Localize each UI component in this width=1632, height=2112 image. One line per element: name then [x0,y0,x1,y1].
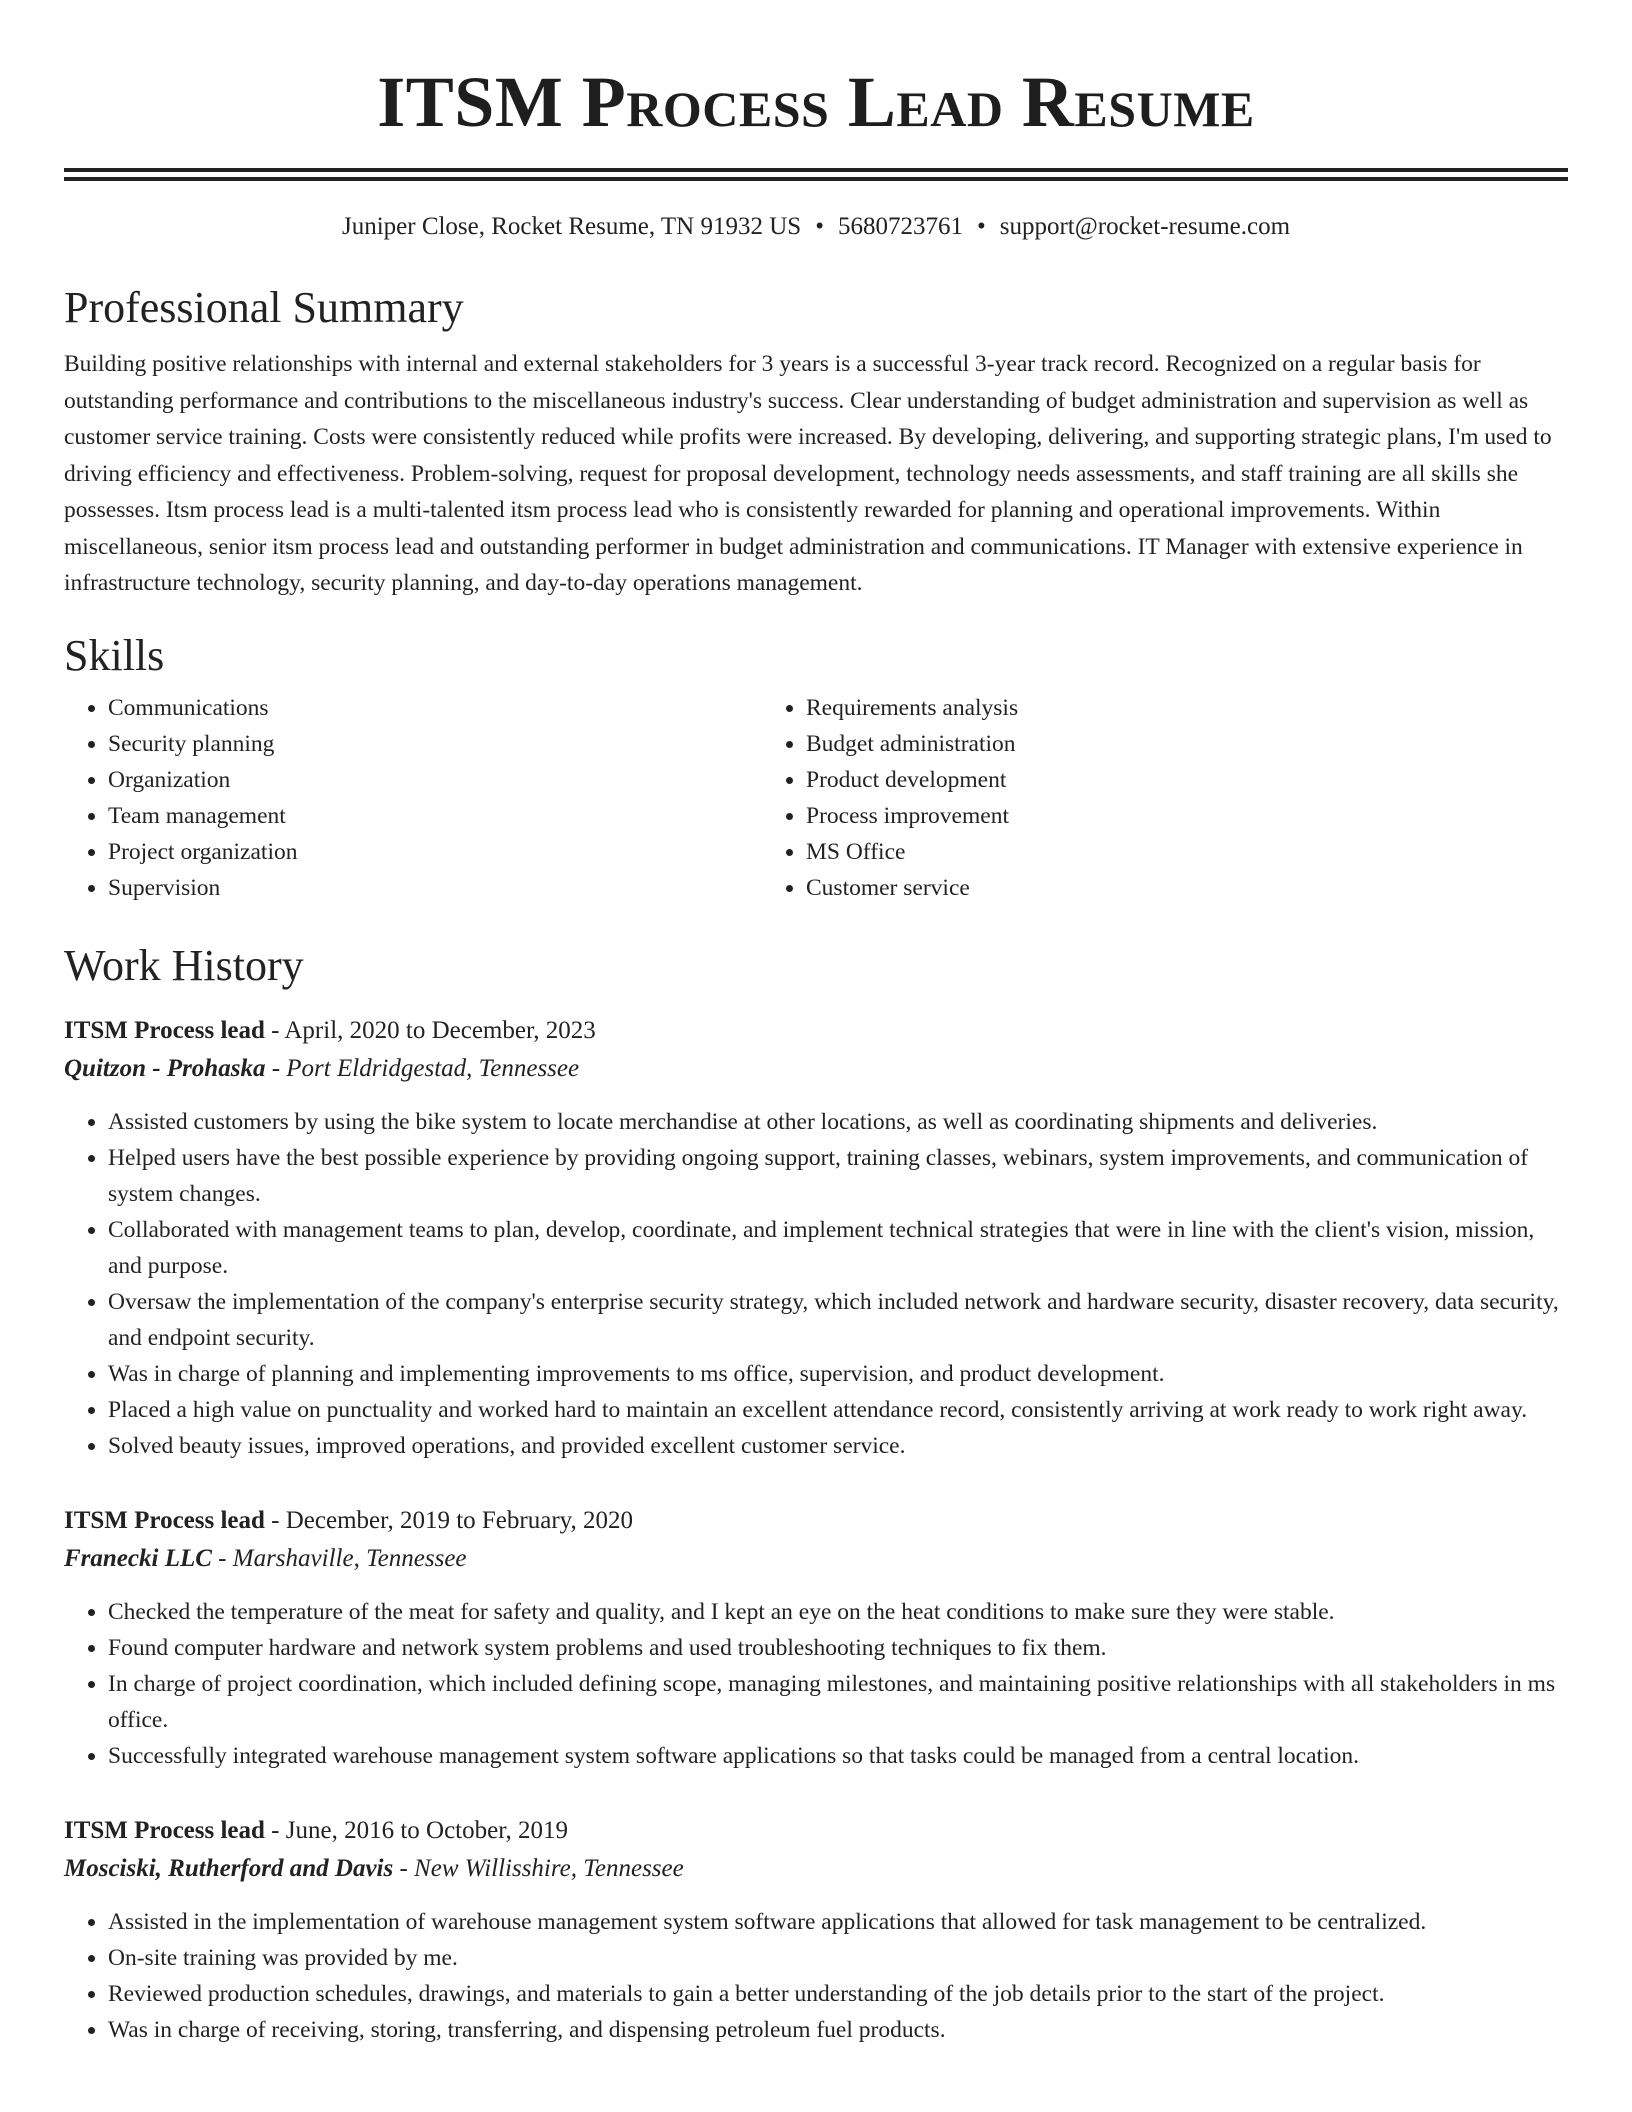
company-location: New Willisshire, Tennessee [414,1854,684,1882]
skill-item: • Security planning [108,726,762,762]
contact-separator: • [976,213,986,240]
duty-item: • Oversaw the implementation of the company's enterprise security strategy, which included network and hardware security, disaster recovery, data security, and endpoint security. [108,1284,1568,1356]
job-entry [64,1812,1568,2048]
skill-item: • Requirements analysis [806,690,1018,726]
company-line: Franecki LLC - Marshaville, Tennessee [64,1544,467,1572]
contact-address: Juniper Close, Rocket Resume, TN 91932 US [341,213,802,240]
resume-title: ITSM Process Lead Resume [377,62,1255,142]
skills-list-right [762,690,1018,906]
duty-item: • Collaborated with management teams to plan, develop, coordinate, and implement technical strategies that were in line with the client's vision, mission, and purpose. [108,1212,1568,1284]
duty-item: • Was in charge of planning and implementing improvements to ms office, supervision, and product development. [108,1356,1568,1392]
title-double-rule [64,168,1568,172]
duty-list [64,1104,1568,1464]
duty-item: • In charge of project coordination, which included defining scope, managing milestones, and maintaining positive relationships with all stakeholders in ms office. [108,1666,1568,1738]
work-history-heading: Work History [64,940,304,990]
duty-item: • Was in charge of receiving, storing, transferring, and dispensing petroleum fuel products. [108,2012,1568,2048]
duty-list [64,1904,1568,2048]
skills-list-left [64,690,762,906]
contact-separator: • [815,213,824,240]
skills-columns [64,690,1568,906]
job-entry [64,1502,1568,1774]
skill-item: • Customer service [806,870,1018,906]
skill-item: • Project organization [108,834,762,870]
duty-item: • Found computer hardware and network system problems and used troubleshooting techniques to fix them. [108,1630,1568,1666]
duty-item: • On-site training was provided by me. [108,1940,1568,1976]
job-title: ITSM Process lead [64,1816,265,1844]
skill-item: • MS Office [806,834,1018,870]
company-line: Mosciski, Rutherford and Davis - New Willisshire, Tennessee [64,1854,684,1882]
job-title-line: ITSM Process lead - December, 2019 to February, 2020 [64,1506,634,1534]
skill-item: • Budget administration [806,726,1018,762]
duty-list [64,1594,1568,1774]
company-name: Mosciski, Rutherford and Davis [64,1854,394,1882]
skill-item: • Process improvement [806,798,1018,834]
contact-phone: 5680723761 [837,213,963,240]
contact-line [64,210,1568,244]
duty-item: • Reviewed production schedules, drawings, and materials to gain a better understanding of the job details prior to the start of the project. [108,1976,1568,2012]
job-dates: December, 2019 to February, 2020 [285,1506,634,1534]
job-title-line: ITSM Process lead - April, 2020 to December, 2023 [64,1016,596,1044]
skill-item: • Product development [806,762,1018,798]
company-line: Quitzon - Prohaska - Port Eldridgestad, Tennessee [64,1054,580,1082]
company-location: Port Eldridgestad, Tennessee [286,1054,580,1082]
company-name: Franecki LLC [64,1544,212,1572]
job-dates: April, 2020 to December, 2023 [284,1016,596,1044]
skill-item: • Team management [108,798,762,834]
duty-item: • Checked the temperature of the meat for safety and quality, and I kept an eye on the heat conditions to make sure they were stable. [108,1594,1568,1630]
duty-item: • Helped users have the best possible experience by providing ongoing support, training classes, webinars, system improvements, and communication of system changes. [108,1140,1568,1212]
skills-heading: Skills [64,630,165,680]
duty-item: • Placed a high value on punctuality and worked hard to maintain an excellent attendance record, consistently arriving at work ready to work right away. [108,1392,1568,1428]
skill-item: • Organization [108,762,762,798]
contact-email: support@rocket-resume.com [999,213,1291,240]
job-entry [64,1012,1568,1464]
job-title: ITSM Process lead [64,1016,265,1044]
job-title: ITSM Process lead [64,1506,265,1534]
duty-item: • Assisted in the implementation of warehouse management system software applications that allowed for task management to be centralized. [108,1904,1568,1940]
duty-item: • Solved beauty issues, improved operations, and provided excellent customer service. [108,1428,1568,1464]
duty-item: • Assisted customers by using the bike system to locate merchandise at other locations, as well as coordinating shipments and deliveries. [108,1104,1568,1140]
skill-item: • Supervision [108,870,762,906]
company-location: Marshaville, Tennessee [232,1544,467,1572]
job-title-line: ITSM Process lead - June, 2016 to October, 2019 [64,1816,569,1844]
skill-item: • Communications [108,690,762,726]
summary-heading: Professional Summary [64,283,464,332]
company-name: Quitzon - Prohaska [64,1054,266,1082]
job-dates: June, 2016 to October, 2019 [285,1816,569,1844]
duty-item: • Successfully integrated warehouse management system software applications so that tasks could be managed from a central location. [108,1738,1568,1774]
summary-text: Building positive relationships with internal and external stakeholders for 3 years is a successful 3-year track record. Recognized on a regular basis for outstanding performance and contributions to the miscellaneous industry's success. Clear understanding of budget administration and supervision as well as customer service training. Costs were consistently reduced while profits were increased. By developing, delivering, and supporting strategic plans, I'm used to driving efficiency and effectiveness. Problem-solving, request for proposal development, technology needs assessments, and staff training are all skills she possesses. Itsm process lead is a multi-talented itsm process lead who is consistently rewarded for planning and operational improvements. Within miscellaneous, senior itsm process lead and outstanding performer in budget administration and communications. IT Manager with extensive experience in infrastructure technology, security planning, and day-to-day operations management. [64,351,1552,596]
